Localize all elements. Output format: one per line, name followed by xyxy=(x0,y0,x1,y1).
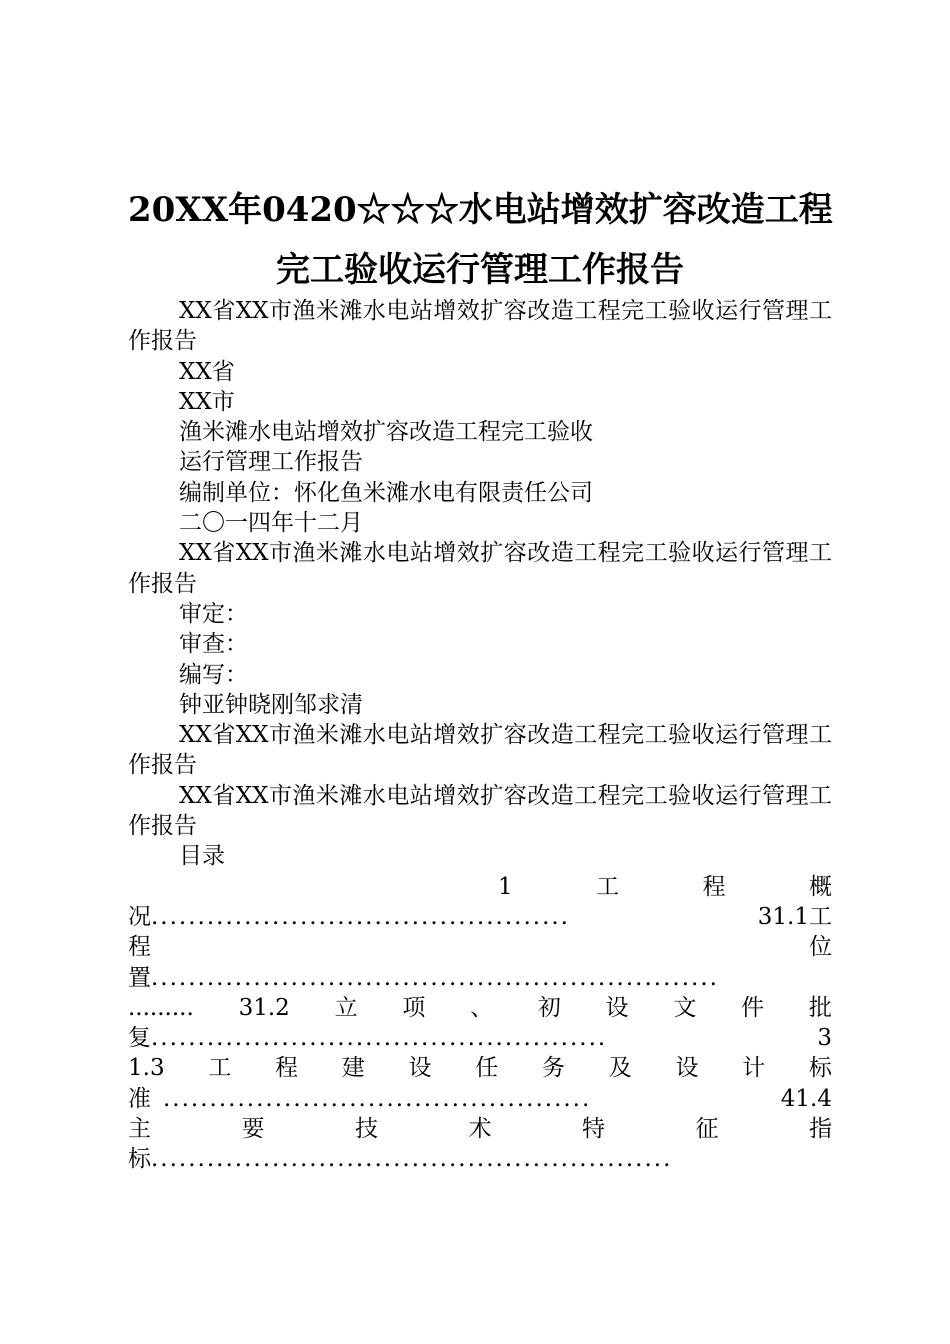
toc-token: 复 xyxy=(128,1025,151,1052)
toc-token: 、 xyxy=(470,994,494,1021)
toc-line xyxy=(128,902,832,932)
toc-token: 工 xyxy=(596,873,620,900)
toc-line xyxy=(128,932,832,962)
toc-heading: 目录 xyxy=(179,843,225,870)
paragraph: XX省XX市渔米滩水电站增效扩容改造工程完工验收运行管理工作报告 xyxy=(128,722,832,779)
toc-token: 标 xyxy=(128,1146,151,1173)
toc-token: 及 xyxy=(608,1055,632,1082)
paragraph: 编写： xyxy=(179,661,248,688)
toc-token: 程 xyxy=(128,934,151,961)
toc-token: 项 xyxy=(402,994,426,1021)
document-title-line-1: 20XX年0420☆☆☆水电站增效扩容改造工程 xyxy=(128,190,833,230)
toc-leader-dots: ................................................. xyxy=(151,1025,608,1052)
toc-line xyxy=(128,872,832,902)
toc-token: 件 xyxy=(741,994,765,1021)
paragraph: XX省XX市渔米滩水电站增效扩容改造工程完工验收运行管理工作报告 xyxy=(128,782,832,840)
toc-page-number: 31.2 xyxy=(238,994,290,1021)
toc-token: 置 xyxy=(128,964,151,991)
toc-token: 设 xyxy=(408,1055,432,1082)
toc-token: 工 xyxy=(208,1055,232,1082)
toc-line xyxy=(128,1114,832,1144)
toc-token: 立 xyxy=(334,994,358,1021)
toc-token: 初 xyxy=(537,994,561,1021)
toc-line xyxy=(128,1144,832,1174)
toc-line xyxy=(128,963,832,993)
paragraph: XX省XX市渔米滩水电站增效扩容改造工程完工验收运行管理工作报告 xyxy=(128,298,832,355)
paragraph: 二〇一四年十二月 xyxy=(179,510,363,537)
toc-token: 术 xyxy=(468,1116,492,1143)
toc-token: 工 xyxy=(809,903,832,930)
toc-token: 征 xyxy=(695,1116,719,1143)
toc-token: 技 xyxy=(355,1116,378,1143)
toc-line xyxy=(128,1053,832,1083)
toc-token: 设 xyxy=(675,1055,699,1082)
toc-token: 主 xyxy=(128,1116,151,1143)
paragraph: XX市 xyxy=(179,388,235,415)
toc-token: 标 xyxy=(808,1055,832,1082)
document-body xyxy=(128,296,832,1175)
toc-token: 务 xyxy=(541,1055,565,1082)
toc-token: 任 xyxy=(475,1055,499,1082)
paragraph: XX省 xyxy=(179,358,235,385)
toc-token: 况 xyxy=(128,903,151,930)
paragraph: 编制单位：怀化鱼米滩水电有限责任公司 xyxy=(179,479,593,506)
toc-token: 位 xyxy=(809,934,832,961)
paragraph: 运行管理工作报告 xyxy=(179,449,363,476)
toc-token: 设 xyxy=(605,994,629,1021)
toc-token: 特 xyxy=(582,1116,605,1143)
toc-token: 批 xyxy=(808,994,832,1021)
toc-line xyxy=(128,1023,832,1053)
toc-token: 计 xyxy=(742,1055,766,1082)
toc-token: 1 xyxy=(498,873,513,900)
toc-token: 程 xyxy=(702,873,726,900)
toc-leader-dots: ........................................................ xyxy=(151,1146,673,1173)
toc-line xyxy=(128,1084,832,1114)
toc-token: 准 xyxy=(128,1085,151,1112)
toc-token: 建 xyxy=(341,1055,365,1082)
paragraph: 审查： xyxy=(179,631,248,658)
toc-token: 文 xyxy=(673,994,697,1021)
table-of-contents xyxy=(128,872,832,1175)
toc-token: 程 xyxy=(275,1055,299,1082)
toc-page-number: 41.4 xyxy=(780,1085,832,1112)
paragraph: XX省XX市渔米滩水电站增效扩容改造工程完工验收运行管理工作报告 xyxy=(128,540,832,597)
paragraph: 审定： xyxy=(179,600,248,627)
toc-token: 要 xyxy=(241,1116,265,1143)
toc-leader-dots: ......... xyxy=(128,994,194,1021)
toc-token: 概 xyxy=(809,873,832,900)
toc-leader-dots: .............................................. xyxy=(163,1085,592,1112)
toc-leader-dots: ............................................. xyxy=(151,903,570,930)
toc-page-number: 31.1 xyxy=(757,903,809,930)
toc-leader-dots: ............................................................. xyxy=(151,964,719,991)
toc-token: 1.3 xyxy=(128,1055,165,1082)
toc-token: 指 xyxy=(809,1116,832,1143)
toc-page-number: 3 xyxy=(817,1025,832,1052)
paragraph: 渔米滩水电站增效扩容改造工程完工验收 xyxy=(179,419,593,446)
paragraph: 钟亚钟晓刚邹求清 xyxy=(179,691,363,718)
document-title-line-2: 完工验收运行管理工作报告 xyxy=(276,250,684,290)
toc-line xyxy=(128,993,832,1023)
